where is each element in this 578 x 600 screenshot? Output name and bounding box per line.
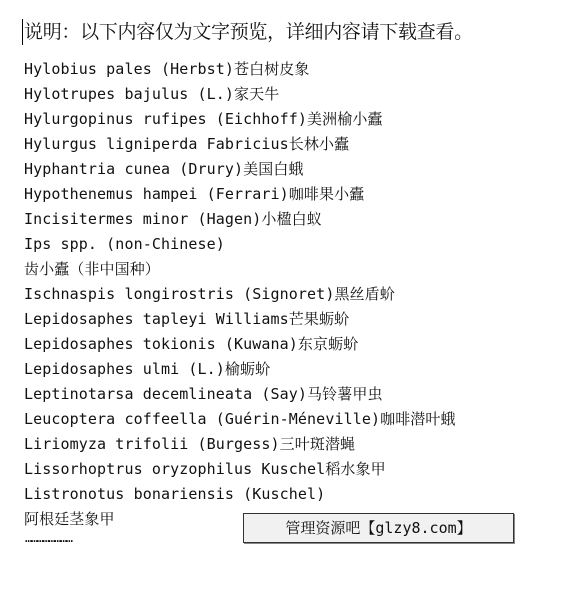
list-item: Listronotus bonariensis (Kuschel) [24,485,326,503]
species-list [24,57,456,532]
list-item: 齿小蠹（非中国种） [24,260,160,278]
list-item: Liriomyza trifolii (Burgess)三叶斑潜蝇 [24,435,356,453]
list-item: Lissorhoptrus oryzophilus Kuschel稻水象甲 [24,460,386,478]
list-item: Leptinotarsa decemlineata (Say)马铃薯甲虫 [24,385,383,403]
list-item: Hyphantria cunea (Drury)美国白蛾 [24,160,304,178]
site-watermark: 管理资源吧【glzy8.com】 [243,513,514,543]
list-item: 阿根廷茎象甲 [24,510,115,528]
list-item: Hypothenemus hampei (Ferrari)咖啡果小蠹 [24,185,365,203]
truncation-ellipsis: …………………… [25,531,72,545]
list-item: Ips spp. (non-Chinese) [24,235,225,253]
preview-notice: 说明：以下内容仅为文字预览，详细内容请下载查看。 [24,21,473,43]
list-item: Incisitermes minor (Hagen)小楹白蚁 [24,210,322,228]
list-item: Leucoptera coffeella (Guérin-Méneville)咖啡潜叶蛾 [24,410,456,428]
list-item: Lepidosaphes ulmi (L.)榆蛎蚧 [24,360,271,378]
list-item: Hylurgopinus rufipes (Eichhoff)美洲榆小蠹 [24,110,383,128]
list-item: Ischnaspis longirostris (Signoret)黑丝盾蚧 [24,285,395,303]
text-cursor [22,19,23,45]
list-item: Hylobius pales (Herbst)苍白树皮象 [24,60,310,78]
list-item: Lepidosaphes tapleyi Williams芒果蛎蚧 [24,310,350,328]
list-item: Lepidosaphes tokionis (Kuwana)东京蛎蚧 [24,335,359,353]
list-item: Hylurgus ligniperda Fabricius长林小蠹 [24,135,350,153]
list-item: Hylotrupes bajulus (L.)家天牛 [24,85,280,103]
